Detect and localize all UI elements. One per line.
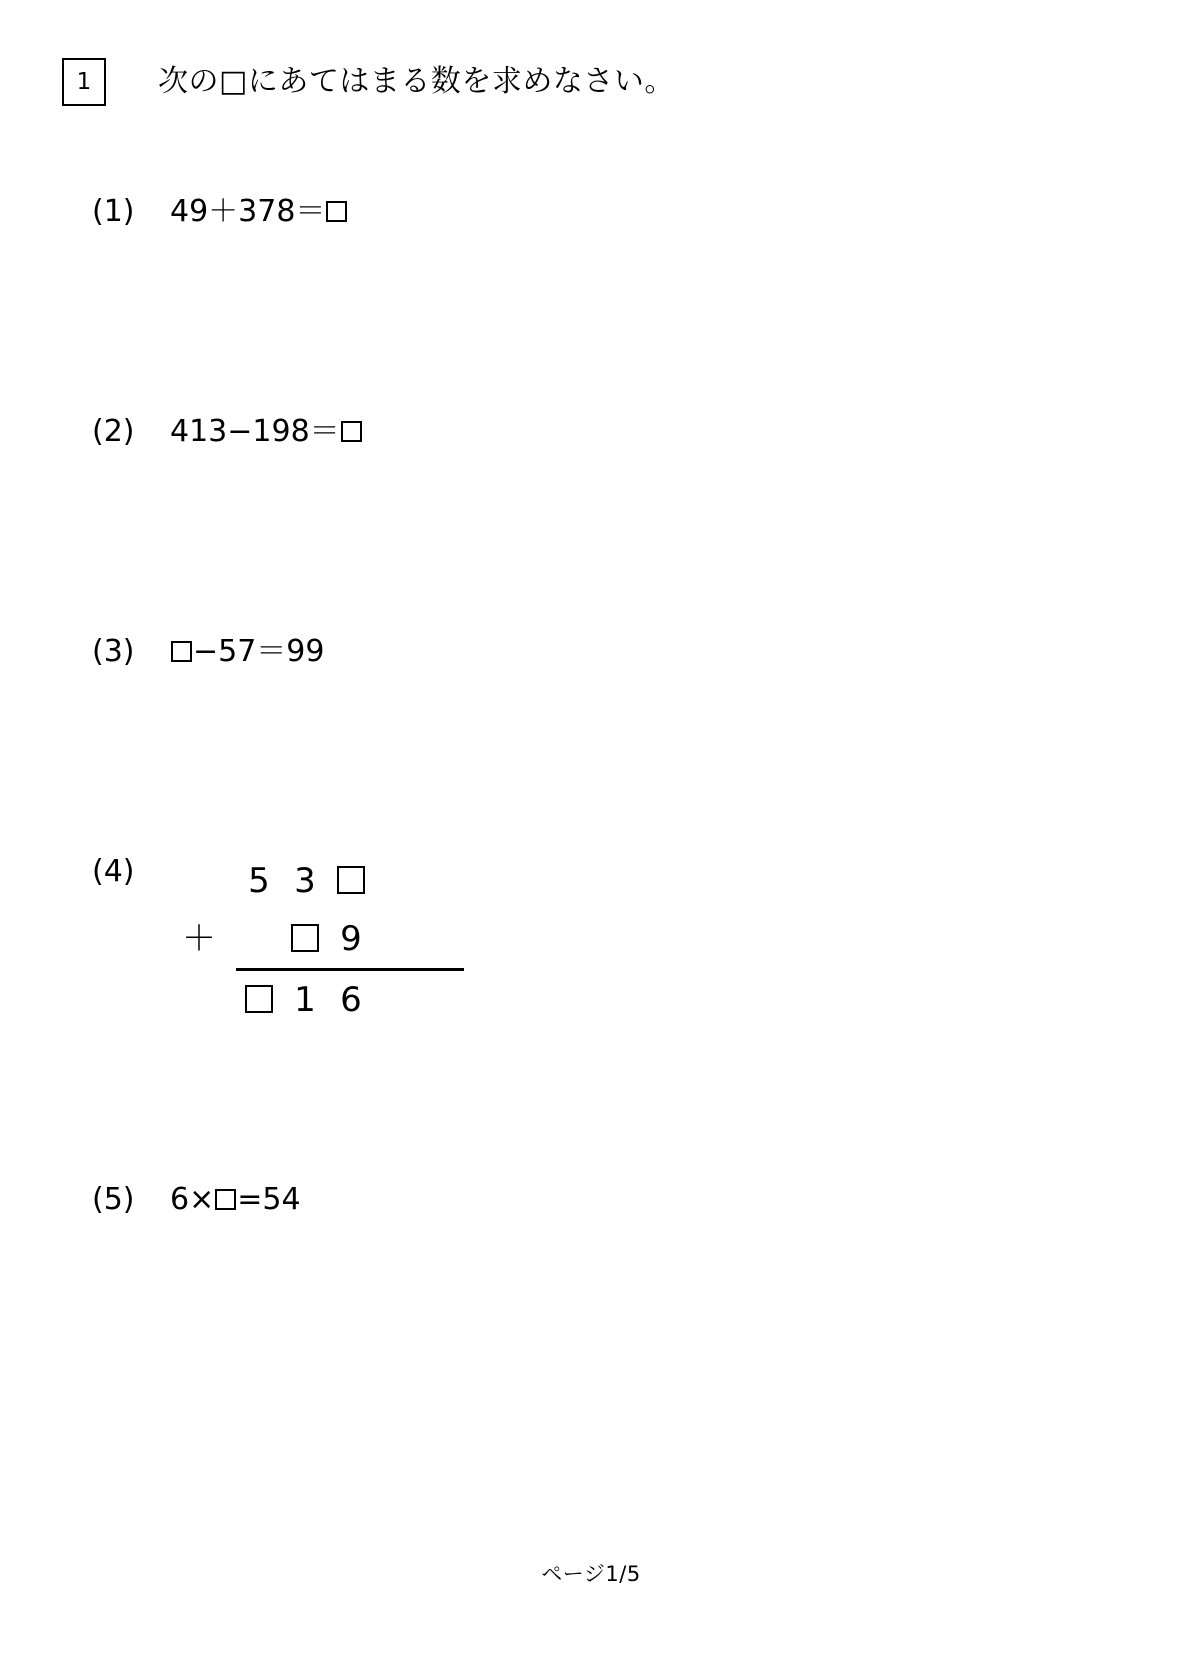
plus-sign-icon: ＋	[182, 919, 216, 959]
answer-box-3[interactable]	[171, 641, 192, 662]
vertical-calc-row-1	[176, 852, 464, 910]
vertical-calc-digits-3	[236, 971, 374, 1029]
digit-cell: 9	[340, 919, 362, 959]
problem-item-2	[92, 412, 363, 452]
problem-label-1: (1)	[92, 194, 135, 229]
vertical-calc-digits-2	[236, 910, 374, 968]
question-header	[62, 58, 675, 106]
answer-box-4b[interactable]	[291, 924, 319, 952]
problem-label-4: (4)	[92, 854, 135, 889]
vertical-calc-row-2	[176, 910, 464, 968]
digit-cell: 5	[248, 861, 270, 901]
digit-cell: 3	[294, 861, 316, 901]
answer-box-cell[interactable]	[328, 852, 374, 910]
vertical-calc-row-3	[176, 971, 464, 1029]
problem-item-4	[92, 852, 464, 1029]
problem-body-3	[170, 632, 324, 672]
problem-body-2	[170, 412, 363, 452]
digit-cell: 1	[294, 980, 316, 1020]
answer-box-2[interactable]	[341, 421, 362, 442]
problem-body-1	[170, 192, 348, 232]
problem-expression-5-after: =54	[237, 1182, 301, 1217]
answer-box-1[interactable]	[326, 201, 347, 222]
problem-expression-1: 49＋378＝	[170, 194, 326, 229]
problem-body-5	[170, 1180, 301, 1220]
problem-expression-5-before: 6×	[170, 1182, 215, 1217]
problem-expression-2: 413−198＝	[170, 414, 340, 449]
answer-box-4a[interactable]	[337, 866, 365, 894]
digit-cell: 6	[340, 980, 362, 1020]
problem-expression-3: −57＝99	[193, 634, 325, 669]
instruction-text: 次の□にあてはまる数を求めなさい。	[158, 64, 675, 99]
problem-item-1	[92, 192, 348, 232]
problem-label-5: (5)	[92, 1182, 135, 1217]
problem-label-2: (2)	[92, 414, 135, 449]
question-number-box: 1	[62, 58, 106, 106]
vertical-calc-digits-1	[236, 852, 374, 910]
digit-cell	[236, 910, 282, 968]
vertical-calculation	[176, 852, 464, 1029]
page-footer: ページ1/5	[541, 1562, 641, 1586]
answer-box-5[interactable]	[215, 1189, 236, 1210]
answer-box-4c[interactable]	[245, 985, 273, 1013]
answer-box-cell[interactable]	[236, 971, 282, 1029]
problem-body-4	[170, 852, 464, 1029]
problem-item-3	[92, 632, 324, 672]
answer-box-cell[interactable]	[282, 910, 328, 968]
problem-item-5	[92, 1180, 301, 1220]
problem-label-3: (3)	[92, 634, 135, 669]
